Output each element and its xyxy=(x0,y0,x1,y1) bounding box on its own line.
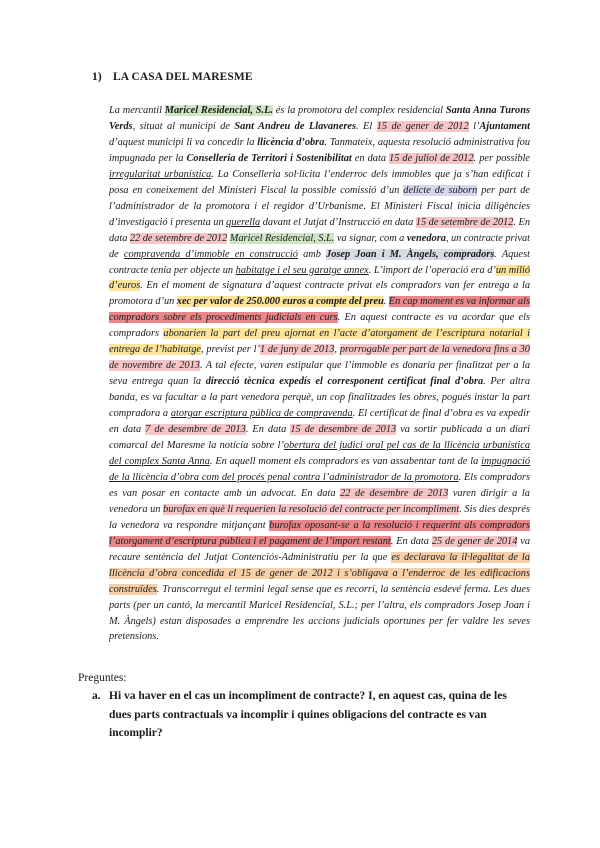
case-text-segment: per part de l’administrador de la promotora i el regidor d’Urbanisme. El Ministeri Fiscal inicia diligències d’investigació i presenta un xyxy=(109,184,530,228)
highlight-date: 22 de setembre de 2012 xyxy=(129,232,228,244)
council-name: Ajuntament xyxy=(479,120,530,132)
highlight-offence: delicte de suborn xyxy=(403,184,478,196)
highlight-extension: prorrogable per part de la venedora fins a 30 de novembre de 2013 xyxy=(109,344,530,372)
highlight-promoter-name: Maricel Residencial, S.L. xyxy=(164,105,273,116)
highlight-omission: En cap moment es va informar als compradors sobre els procediments judicials en curs xyxy=(109,296,530,324)
case-text-segment: va recaure sentència del Jutjat Contenciós-Administratiu per la que xyxy=(109,535,531,563)
certificate-condition: direcció tècnica expedís el corresponent certificat final d’obra xyxy=(205,376,484,388)
section-number: 1) xyxy=(92,71,102,83)
underlined-term: compravenda d’immoble en construcció xyxy=(123,248,298,260)
case-text-segment: davant el Jutjat d’Instrucció en data xyxy=(260,216,416,228)
underlined-term: irregularitat urbanística xyxy=(109,168,212,180)
highlight-burofax: burofax en què li requerien la resolució del contracte per incompliment xyxy=(163,503,460,515)
case-text-segment: va signar, com a xyxy=(334,232,407,244)
question-label: a. xyxy=(92,690,101,702)
case-text-segment: . En el moment de signatura d’aquest contracte privat els compradors van fer entrega a la promotora d’un xyxy=(109,280,530,308)
case-text-segment: . Aquest contracte tenia per objecte un xyxy=(109,248,530,276)
case-text-segment: . Sis dies després la venedora va respondre mitjançant xyxy=(109,503,530,531)
case-text-segment: . En aquell moment els compradors es van assabentar tant de la xyxy=(209,455,482,467)
case-text-segment: , previst per l’ xyxy=(201,344,260,356)
highlight-date: 15 de gener de 2012 xyxy=(376,120,469,132)
case-text-segment: . Els compradors es van posar en contacte amb un advocat. En data xyxy=(109,471,530,499)
case-text-segment: . En aquest contracte es va acordar que els compradors xyxy=(109,312,531,340)
underlined-term: querella xyxy=(226,216,261,228)
case-text-segment: . L’import de l’operació era d’ xyxy=(368,264,496,276)
case-text-segment: . Tanmateix, aquesta resolució administrativa fou impugnada per la xyxy=(109,136,530,164)
case-description xyxy=(109,103,530,645)
case-text-segment: . per possible xyxy=(473,152,530,164)
highlight-date: 7 de desembre de 2013 xyxy=(145,424,246,436)
seller-term: venedora xyxy=(406,232,446,244)
case-text-segment: és la promotora del complex residencial xyxy=(272,105,446,116)
case-text-segment: d’aquest municipi li va concedir la xyxy=(109,136,258,148)
highlight-date: 15 de juliol de 2012 xyxy=(389,152,474,164)
case-text-segment: . A tal efecte, varen estipular que l’immoble es donaria per finalitzat per a la seva entrega quan la xyxy=(109,360,530,388)
highlight-burofax-reply: burofax oposant-se a la resolució i requerint als compradors l’atorgament d’escriptura pública i el pagament de l’import restant xyxy=(109,519,530,547)
case-text-segment: va sortir publicada a un diari comarcal del Maresme la notícia sobre l’ xyxy=(109,424,530,452)
case-text-segment: . En data xyxy=(390,535,432,547)
case-text-segment: l’ xyxy=(468,120,480,132)
case-text-segment: , xyxy=(334,344,340,356)
case-text-segment: . xyxy=(383,296,389,308)
case-text-segment: , situat al municipi de xyxy=(132,120,235,132)
highlight-date: 22 de desembre de 2013 xyxy=(340,487,449,499)
question-text: Hi va haver en el cas un incompliment de contracte? I, en aquest cas, quina de les dues parts contractuals va incomplir i quines obligacions del contracte es van incomplir? xyxy=(109,690,507,739)
permit-term: llicència d’obra xyxy=(257,136,325,148)
case-text-segment: , un contracte privat de xyxy=(109,232,531,260)
case-text-segment: en data xyxy=(351,152,390,164)
case-text-segment: . En data xyxy=(109,216,530,244)
department-name: Conselleria de Territori i Sostenibilitat xyxy=(186,152,352,164)
highlight-judgment: es declarava la il·legalitat de la llicència d’obra concedida el 15 de gener de 2012 i s’obligava a l’enderroc de les edificacions construïdes xyxy=(109,551,530,595)
highlight-date: 15 de setembre de 2012 xyxy=(415,216,514,228)
case-text-segment: La mercantil xyxy=(109,105,165,116)
case-text-segment: . El certificat de final d’obra es va expedir en data xyxy=(109,408,530,436)
highlight-promoter-name: Maricel Residencial, S.L. xyxy=(229,232,335,244)
highlight-date: 1 de juny de 2013 xyxy=(259,344,335,356)
case-text-segment: . En data xyxy=(245,424,291,436)
case-text-segment: . La Conselleria sol·licita l’enderroc dels immobles que ja s’han edificat i posa en coneixement del Ministeri Fiscal la possible comissió d’un xyxy=(109,168,530,196)
municipality-name: Sant Andreu de Llavaneres xyxy=(234,120,357,132)
case-text-segment: amb xyxy=(297,248,327,260)
question-item xyxy=(92,687,532,743)
section-title: LA CASA DEL MARESME xyxy=(112,71,253,83)
case-text-segment: . Per altra banda, es va facultar a la part venedora perquè, un cop finalitzades les obres, pogués instar la part compradora a xyxy=(109,376,530,420)
complex-name: Santa Anna Turons Verds xyxy=(109,105,530,132)
case-text-segment: . Transcorregut el termini legal sense que es recorri, la sentència esdevé ferma. Les dues parts (per un cantó, la mercantil Maricel Residencial, S.L.; per l’altra, els compradors Josep Joan i M. Àngels) estan disposades a emprendre les accions judicials oportunes per fer valdre les seves pretensions. xyxy=(109,583,530,643)
case-text-segment: . El xyxy=(356,120,377,132)
underlined-term: habitatge i el seu garatge annex xyxy=(235,264,369,276)
highlight-obligation: abonarien la part del preu ajornat en l’acte d’atorgament de l’escriptura notarial i entrega de l’habitatge xyxy=(109,328,530,356)
underlined-term: impugnació de la llicència d’obra com del procés penal contra l’administrador de la promotora xyxy=(109,455,530,483)
highlight-date: 25 de gener de 2014 xyxy=(431,535,518,547)
underlined-term: atorgar escriptura pública de compravenda xyxy=(170,408,353,420)
highlight-buyers: Josep Joan i M. Àngels, compradors xyxy=(326,248,495,260)
highlight-date: 15 de desembre de 2013 xyxy=(290,424,397,436)
underlined-term: obertura del judici oral pel cas de la llicència urbanística del complex Santa Anna xyxy=(109,440,530,467)
case-text-segment: varen dirigir a la venedora un xyxy=(109,487,530,515)
section-heading xyxy=(92,71,253,83)
highlight-amount: un milió d’euros xyxy=(109,264,531,292)
highlight-cheque: xec per valor de 250.000 euros a compte del preu xyxy=(176,296,384,308)
questions-title: Preguntes: xyxy=(78,672,127,684)
